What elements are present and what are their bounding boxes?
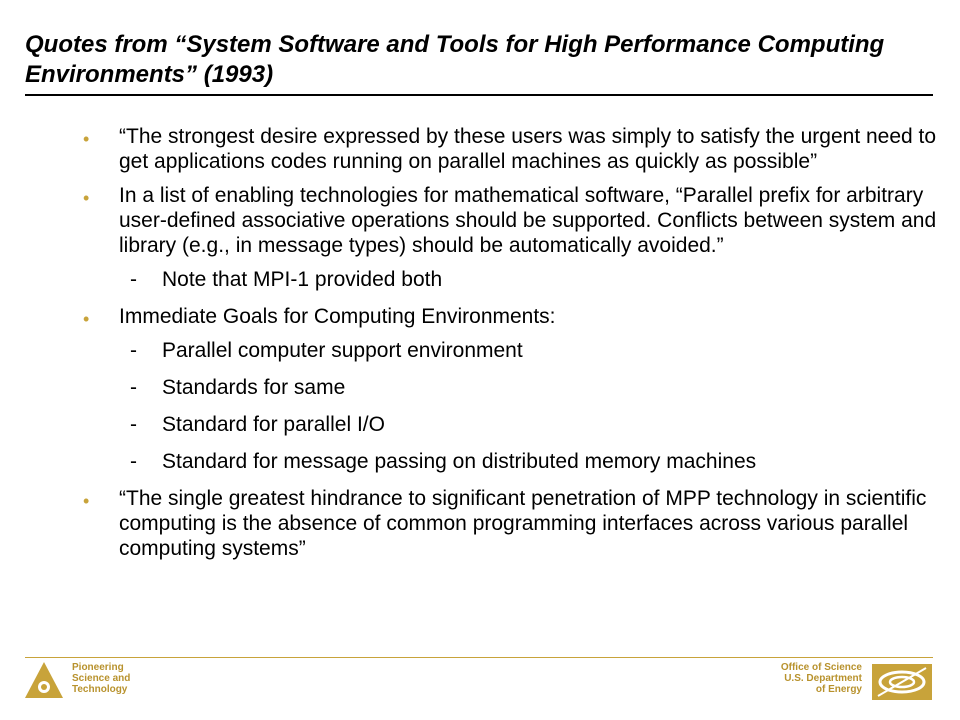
doe-logo-icon	[870, 662, 934, 702]
dash-icon: -	[130, 268, 137, 291]
bullet-icon: •	[83, 188, 90, 208]
sub-bullet-item	[0, 412, 960, 437]
bullet-item	[0, 124, 939, 174]
bullet-text: “The single greatest hindrance to significant penetration of MPP technology in scientific computing is the absence of common programming interfaces across various parallel computing systems”	[119, 487, 927, 560]
bullet-icon: •	[83, 309, 90, 329]
sub-bullet-item	[0, 338, 960, 363]
sub-bullet-text: Standard for parallel I/O	[162, 413, 385, 436]
sub-bullet-text: Standard for message passing on distributed memory machines	[162, 450, 757, 473]
sub-bullet-item	[0, 267, 960, 292]
slide-title: Quotes from “System Software and Tools for High Performance Computing Environments” (1993)	[25, 31, 885, 88]
dash-icon: -	[130, 339, 137, 362]
dash-icon: -	[130, 450, 137, 473]
bullet-item	[0, 486, 939, 561]
bullet-icon: •	[83, 129, 90, 149]
bullet-item	[0, 183, 939, 258]
bullet-list	[0, 124, 960, 570]
dash-icon: -	[130, 413, 137, 436]
argonne-logo-icon	[23, 660, 65, 702]
sub-bullet-text: Standards for same	[162, 376, 346, 399]
bullet-item	[0, 304, 939, 329]
title-divider	[25, 94, 933, 96]
bullet-text: “The strongest desire expressed by these users was simply to satisfy the urgent need to get applications codes running on parallel machines as quickly as possible”	[119, 125, 937, 173]
footer-divider	[25, 657, 933, 658]
bullet-icon: •	[83, 491, 90, 511]
sub-bullet-text: Note that MPI-1 provided both	[162, 268, 443, 291]
bullet-text: In a list of enabling technologies for mathematical software, “Parallel prefix for arbitrary user-defined associative operations should be supported. Conflicts between system and library (e.g., in message types) should be automatically avoided.”	[119, 184, 937, 257]
sub-bullet-text: Parallel computer support environment	[162, 339, 523, 362]
sub-bullet-item	[0, 449, 960, 474]
footer-left-text: Pioneering Science and Technology	[72, 662, 131, 695]
bullet-text: Immediate Goals for Computing Environments:	[119, 305, 556, 328]
dash-icon: -	[130, 376, 137, 399]
sub-bullet-item	[0, 375, 960, 400]
footer-right-text: Office of Science U.S. Department of Energy	[780, 662, 862, 695]
